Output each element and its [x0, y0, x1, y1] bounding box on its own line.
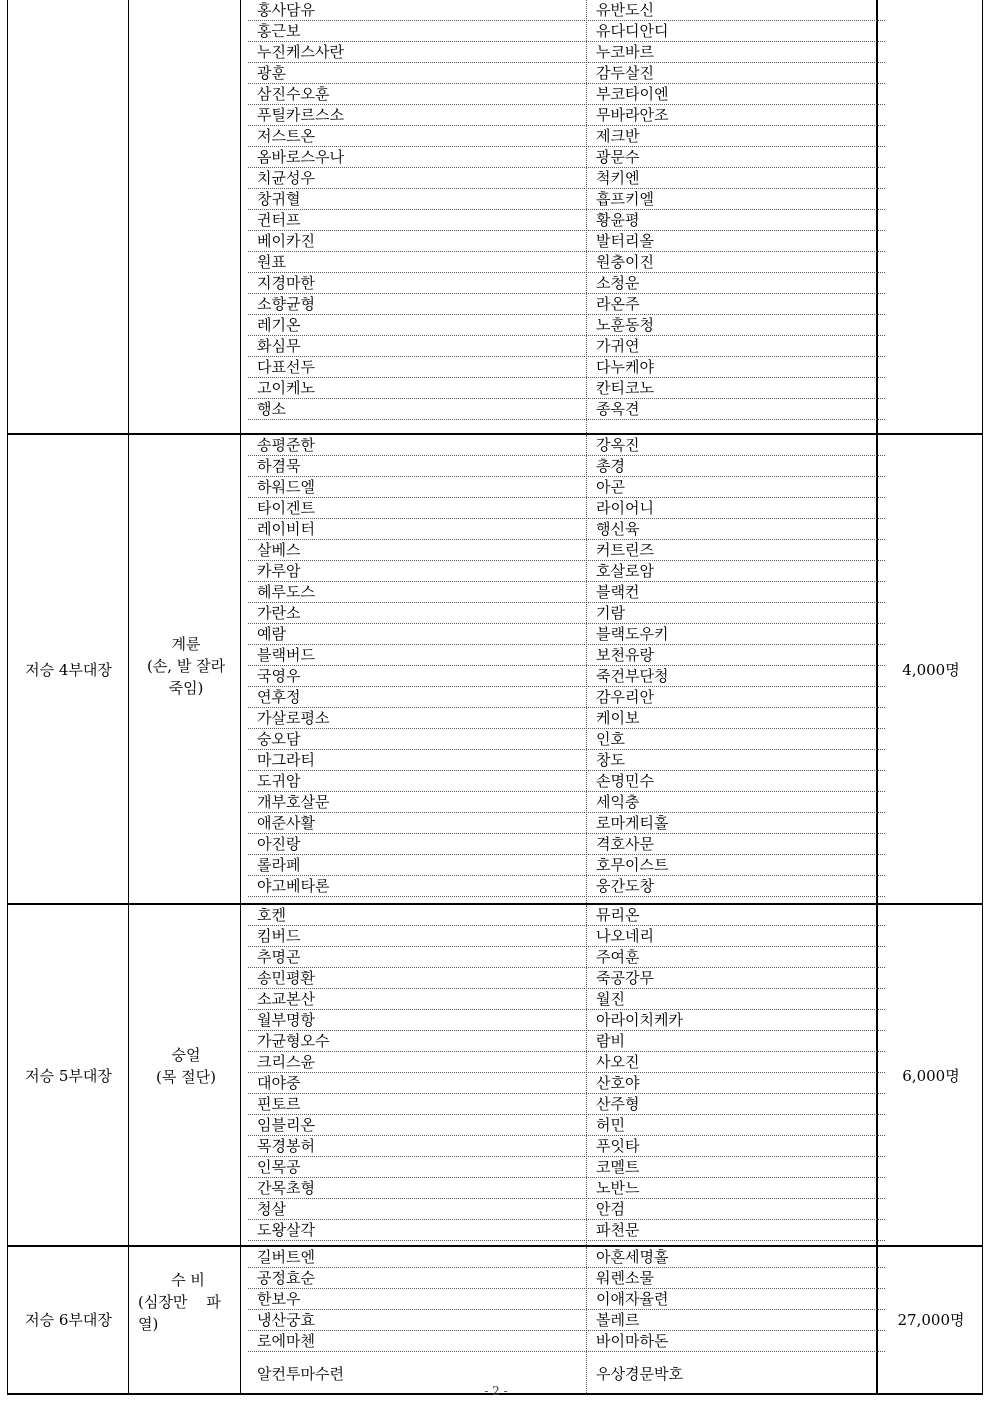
name-cell-left: 카루암	[257, 562, 301, 580]
table-row	[248, 1136, 885, 1157]
name-cell-left: 롤라페	[257, 856, 301, 874]
table-row	[248, 63, 885, 84]
table-row	[248, 582, 885, 603]
name-cell-right: 호무이스트	[596, 856, 669, 874]
unit-label: 저승 5부대장	[25, 1067, 112, 1085]
name-cell-left: 누진케스사란	[257, 43, 344, 61]
name-cell-right: 유반도신	[596, 1, 654, 19]
name-cell-right: 발터리올	[596, 232, 654, 250]
table-row	[248, 252, 885, 273]
name-cell-left: 추명곤	[257, 948, 301, 966]
name-cell-right: 창도	[596, 751, 625, 769]
table-row	[248, 729, 885, 750]
name-cell-left: 목경봉허	[257, 1137, 315, 1155]
name-cell-right: 다누케야	[596, 358, 654, 376]
table-row	[248, 989, 885, 1010]
name-cell-right: 흡프키엘	[596, 190, 654, 208]
table-row	[248, 905, 885, 926]
name-cell-right: 사오진	[596, 1053, 640, 1071]
name-cell-right: 라이어니	[596, 499, 654, 517]
name-cell-left: 하겸묵	[257, 457, 301, 475]
table-row	[248, 126, 885, 147]
name-cell-right: 행신육	[596, 520, 640, 538]
table-section-continued	[7, 0, 983, 435]
table-row	[248, 21, 885, 42]
count-label: 27,000명	[897, 1311, 965, 1329]
table-row	[248, 273, 885, 294]
punishment-label: 계륜 (손, 발 잘라 죽임)	[146, 635, 226, 697]
table-row	[248, 834, 885, 855]
table-row	[248, 1031, 885, 1052]
name-cell-right: 나오네리	[596, 927, 654, 945]
table-row	[248, 1310, 885, 1331]
name-cell-right: 광문수	[596, 148, 640, 166]
name-cell-left: 타이겐트	[257, 499, 315, 517]
table-row	[248, 792, 885, 813]
name-cell-left: 인목공	[257, 1158, 301, 1176]
name-cell-left: 행소	[257, 400, 286, 418]
table-row	[248, 561, 885, 582]
name-cell-right: 칸티코노	[596, 379, 654, 397]
table-row	[248, 813, 885, 834]
table-section-4	[7, 435, 983, 905]
table-row	[248, 1220, 885, 1241]
name-cell-left: 옴바로스우나	[257, 148, 344, 166]
name-cell-right: 총경	[596, 457, 625, 475]
name-cell-right: 죽건부단청	[596, 667, 669, 685]
unit-label: 저승 6부대장	[25, 1311, 112, 1329]
name-cell-right: 허민	[596, 1116, 625, 1134]
name-cell-left: 홍근보	[257, 22, 301, 40]
name-cell-left: 송평준한	[257, 436, 315, 454]
name-cell-right: 노훈동청	[596, 316, 654, 334]
name-cell-left: 도귀암	[257, 772, 301, 790]
name-cell-right: 유다디안디	[596, 22, 669, 40]
name-cell-left: 귄터프	[257, 211, 301, 229]
name-cell-right: 제크반	[596, 127, 640, 145]
name-cell-right: 인호	[596, 730, 625, 748]
name-cell-left: 지경마한	[257, 274, 315, 292]
table-row	[248, 645, 885, 666]
name-cell-left: 공정효순	[257, 1269, 315, 1287]
name-cell-left: 가균형오수	[257, 1032, 330, 1050]
name-cell-right: 웅간도창	[596, 877, 654, 895]
name-cell-right: 람비	[596, 1032, 625, 1050]
name-cell-right: 죽공강무	[596, 969, 654, 987]
name-cell-right: 블랙컨	[596, 583, 640, 601]
name-cell-right: 주여훈	[596, 948, 640, 966]
name-cell-right: 부코타이엔	[596, 85, 669, 103]
name-cell-left: 푸틸카르스소	[257, 106, 344, 124]
name-cell-right: 감두살진	[596, 64, 654, 82]
table-row	[248, 435, 885, 456]
name-cell-right: 라온주	[596, 295, 640, 313]
table-row	[248, 968, 885, 989]
name-cell-left: 냉산궁효	[257, 1311, 315, 1329]
name-cell-left: 연후정	[257, 688, 301, 706]
name-cell-left: 야고베타론	[257, 877, 330, 895]
name-cell-right: 코멜트	[596, 1158, 640, 1176]
name-cell-left: 대야중	[257, 1074, 301, 1092]
name-cell-left: 개부호살문	[257, 793, 330, 811]
table-row	[248, 456, 885, 477]
table-row	[248, 1010, 885, 1031]
name-cell-right: 안검	[596, 1200, 625, 1218]
name-cell-left: 아진랑	[257, 835, 301, 853]
name-cell-left: 다표선두	[257, 358, 315, 376]
table-row	[248, 687, 885, 708]
name-cell-left: 창귀혈	[257, 190, 301, 208]
table-row	[248, 1157, 885, 1178]
table-row	[248, 708, 885, 729]
table-row	[248, 399, 885, 420]
name-cell-right: 블랙도우키	[596, 625, 669, 643]
table-row	[248, 294, 885, 315]
name-cell-left: 가살로평소	[257, 709, 330, 727]
name-cell-right: 볼레르	[596, 1311, 640, 1329]
table-row	[248, 315, 885, 336]
name-cell-right: 월진	[596, 990, 625, 1008]
name-cell-left: 홍사담유	[257, 1, 315, 19]
table-row	[248, 105, 885, 126]
name-cell-right: 아곤	[596, 478, 625, 496]
name-list	[248, 435, 885, 897]
table-row	[248, 42, 885, 63]
table-row	[248, 519, 885, 540]
name-cell-left: 가란소	[257, 604, 301, 622]
table-row	[248, 0, 885, 21]
table-row	[248, 147, 885, 168]
table-row	[248, 1268, 885, 1289]
name-cell-right: 기람	[596, 604, 625, 622]
table-row	[248, 357, 885, 378]
name-cell-right: 산주형	[596, 1095, 640, 1113]
name-cell-left: 임블리온	[257, 1116, 315, 1134]
table-row	[248, 336, 885, 357]
table-row	[248, 1178, 885, 1199]
unit-label: 저승 4부대장	[25, 661, 112, 679]
table-row	[248, 666, 885, 687]
name-cell-left: 월부명항	[257, 1011, 315, 1029]
name-cell-right: 커트린즈	[596, 541, 654, 559]
page-number: - 2 -	[484, 1384, 508, 1398]
name-cell-right: 로마게티홀	[596, 814, 669, 832]
name-cell-left: 길버트엔	[257, 1248, 315, 1266]
name-cell-left: 청살	[257, 1200, 286, 1218]
table-row	[248, 624, 885, 645]
name-cell-left: 킴버드	[257, 927, 301, 945]
table-row	[248, 498, 885, 519]
name-cell-left: 마그라티	[257, 751, 315, 769]
name-cell-right: 산호야	[596, 1074, 640, 1092]
name-cell-right: 뮤리온	[596, 906, 640, 924]
table-row	[248, 1052, 885, 1073]
name-cell-left: 치균성우	[257, 169, 315, 187]
name-cell-left: 알컨투마수련	[257, 1365, 344, 1383]
name-cell-left: 저스트온	[257, 127, 315, 145]
name-cell-right: 소청운	[596, 274, 640, 292]
table-row	[248, 210, 885, 231]
name-cell-right: 종옥견	[596, 400, 640, 418]
table-row	[248, 926, 885, 947]
name-cell-left: 로에마첸	[257, 1332, 315, 1350]
name-list	[248, 0, 885, 420]
name-cell-right: 강옥진	[596, 436, 640, 454]
name-cell-right: 노반느	[596, 1179, 640, 1197]
table-row	[248, 771, 885, 792]
name-cell-left: 소교본산	[257, 990, 315, 1008]
table-row	[248, 1073, 885, 1094]
table-row	[248, 477, 885, 498]
name-cell-left: 블랙버드	[257, 646, 315, 664]
name-cell-left: 레기온	[257, 316, 301, 334]
name-cell-left: 고이케노	[257, 379, 315, 397]
name-cell-left: 하워드엘	[257, 478, 315, 496]
count-label: 6,000명	[902, 1067, 960, 1085]
name-cell-right: 원충이진	[596, 253, 654, 271]
name-cell-right: 케이보	[596, 709, 640, 727]
name-cell-right: 우상경문박호	[596, 1365, 683, 1383]
name-cell-right: 척키엔	[596, 169, 640, 187]
name-cell-left: 간목초형	[257, 1179, 315, 1197]
name-cell-right: 아혼세명홀	[596, 1248, 669, 1266]
table-row	[248, 189, 885, 210]
table-row	[248, 231, 885, 252]
name-cell-right: 보천유랑	[596, 646, 654, 664]
name-cell-left: 베이카진	[257, 232, 315, 250]
name-cell-left: 살베스	[257, 541, 301, 559]
table-row	[248, 1331, 885, 1352]
table-row	[248, 1199, 885, 1220]
name-cell-right: 푸잇타	[596, 1137, 640, 1155]
name-cell-left: 예람	[257, 625, 286, 643]
name-cell-right: 손명민수	[596, 772, 654, 790]
name-cell-left: 화심무	[257, 337, 301, 355]
name-cell-left: 광훈	[257, 64, 286, 82]
name-cell-left: 삼진수오훈	[257, 85, 330, 103]
name-cell-left: 원표	[257, 253, 286, 271]
table-row	[248, 603, 885, 624]
count-label: 4,000명	[902, 661, 960, 679]
name-cell-left: 도왕살각	[257, 1221, 315, 1239]
table-row	[248, 750, 885, 771]
table-row	[248, 1115, 885, 1136]
table-section-6	[7, 1247, 983, 1395]
name-cell-left: 소향균형	[257, 295, 315, 313]
table-row	[248, 540, 885, 561]
table-row	[248, 855, 885, 876]
name-cell-right: 격호사문	[596, 835, 654, 853]
name-cell-left: 국영우	[257, 667, 301, 685]
name-cell-left: 한보우	[257, 1290, 301, 1308]
name-cell-left: 레이비터	[257, 520, 315, 538]
table-row	[248, 947, 885, 968]
punishment-label: 수 비 (심장만 파 열)	[138, 1271, 221, 1333]
table-section-5	[7, 905, 983, 1247]
table-row	[248, 84, 885, 105]
name-cell-right: 호살로암	[596, 562, 654, 580]
name-cell-right: 세익충	[596, 793, 640, 811]
name-cell-right: 누코바르	[596, 43, 654, 61]
table-row	[248, 378, 885, 399]
table-row	[248, 1094, 885, 1115]
name-list	[248, 905, 885, 1241]
name-cell-right: 무바라안조	[596, 106, 669, 124]
name-cell-right: 아라이치케카	[596, 1011, 683, 1029]
table-row	[248, 168, 885, 189]
name-cell-left: 애준사활	[257, 814, 315, 832]
table-row	[248, 876, 885, 897]
table-row	[248, 1289, 885, 1310]
table-row	[248, 1247, 885, 1268]
name-cell-right: 바이마하돈	[596, 1332, 669, 1350]
name-cell-left: 크리스윤	[257, 1053, 315, 1071]
name-cell-left: 숭오담	[257, 730, 301, 748]
name-cell-right: 워렌소물	[596, 1269, 654, 1287]
name-cell-right: 가귀연	[596, 337, 640, 355]
name-cell-left: 헤루도스	[257, 583, 315, 601]
name-cell-left: 핀토르	[257, 1095, 301, 1113]
name-cell-right: 파천문	[596, 1221, 640, 1239]
name-cell-left: 호켄	[257, 906, 286, 924]
name-list	[248, 1247, 885, 1397]
name-cell-right: 감우리안	[596, 688, 654, 706]
name-cell-right: 황윤평	[596, 211, 640, 229]
name-cell-right: 이애자율련	[596, 1290, 669, 1308]
name-cell-left: 송민평환	[257, 969, 315, 987]
punishment-label: 숭얼 (목 절단)	[156, 1046, 216, 1086]
